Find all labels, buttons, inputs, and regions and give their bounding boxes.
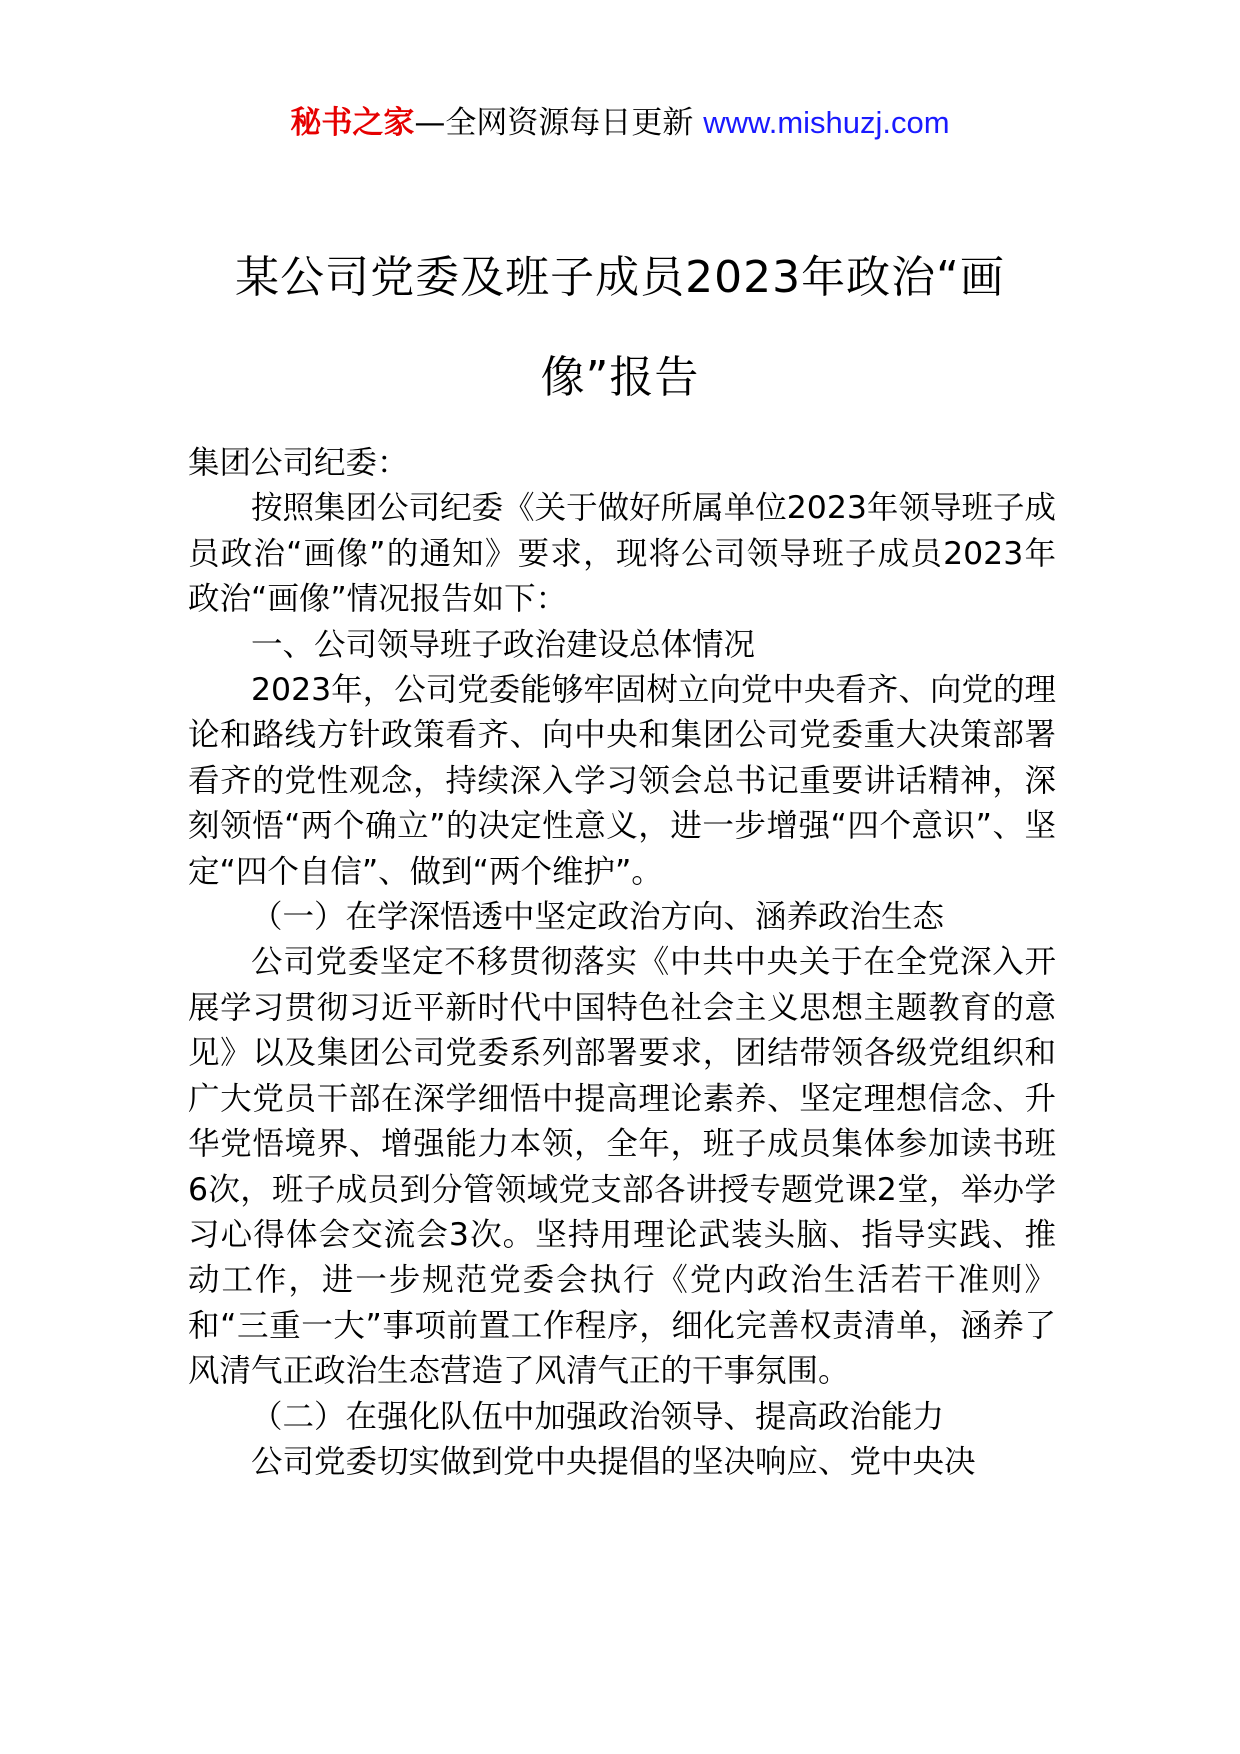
site-slogan: —全网资源每日更新: [414, 105, 704, 141]
document-title: [190, 228, 1050, 428]
subsection-heading-2: （二）在强化队伍中加强政治领导、提高政治能力: [251, 1398, 945, 1435]
site-header: [0, 100, 1240, 146]
document-title-line-2: 像”报告: [540, 352, 700, 403]
intro-paragraph: 按照集团公司纪委《关于做好所属单位2023年领导班子成员政治“画像”的通知》要求，现将公司领导班子成员2023年政治“画像”情况报告如下：: [188, 490, 1056, 618]
site-url-link[interactable]: www.mishuzj.com: [703, 105, 950, 140]
site-brand: 秘书之家: [290, 105, 415, 141]
section-heading-1: 一、公司领导班子政治建设总体情况: [251, 626, 756, 663]
subsection-2-paragraph: 公司党委切实做到党中央提倡的坚决响应、党中央决: [251, 1443, 976, 1480]
overview-paragraph: 2023年，公司党委能够牢固树立向党中央看齐、向党的理论和路线方针政策看齐、向中央和集团公司党委重大决策部署看齐的党性观念，持续深入学习领会总书记重要讲话精神，深刻领悟“两个确立”的决定性意义，进一步增强“四个意识”、坚定“四个自信”、做到“两个维护”。: [188, 672, 1056, 890]
subsection-1-paragraph: 公司党委坚定不移贯彻落实《中共中央关于在全党深入开展学习贯彻习近平新时代中国特色社会主义思想主题教育的意见》以及集团公司党委系列部署要求，团结带领各级党组织和广大党员干部在深学细悟中提高理论素养、坚定理想信念、升华党悟境界、增强能力本领，全年，班子成员集体参加读书班6次，班子成员到分管领域党支部各讲授专题党课2堂，举办学习心得体会交流会3次。坚持用理论武装头脑、指导实践、推动工作，进一步规范党委会执行《党内政治生活若干准则》和“三重一大”事项前置工作程序，细化完善权责清单，涵养了风清气正政治生态营造了风清气正的干事氛围。: [188, 944, 1056, 1390]
salutation: 集团公司纪委：: [188, 445, 409, 481]
document-title-line-1: 某公司党委及班子成员2023年政治“画: [235, 252, 1005, 303]
document-body: [188, 441, 1056, 1485]
subsection-heading-1: （一）在学深悟透中坚定政治方向、涵养政治生态: [251, 899, 945, 936]
